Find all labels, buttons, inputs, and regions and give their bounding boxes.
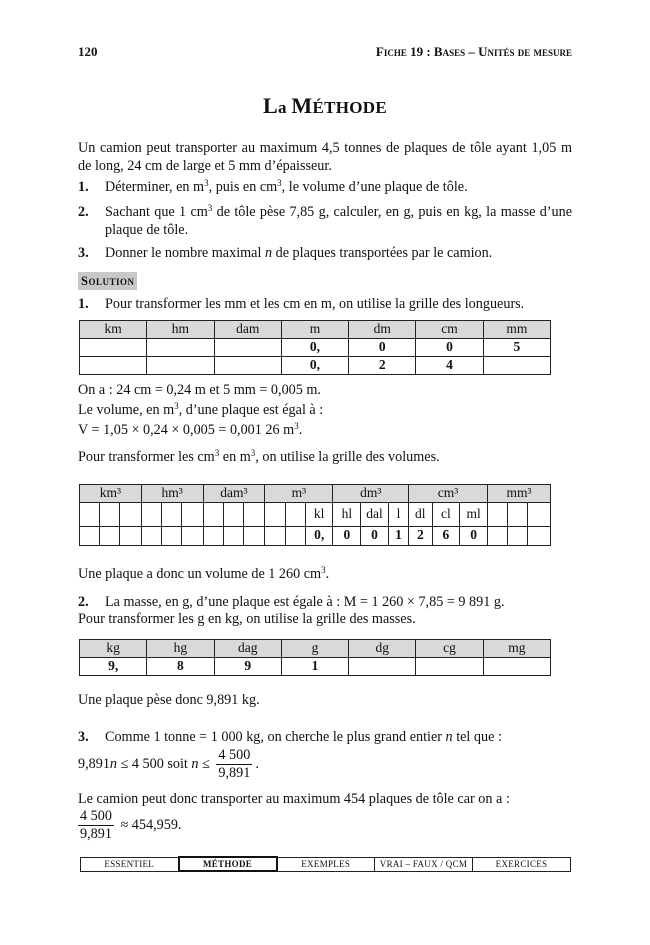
table-cell xyxy=(147,356,214,374)
table-cell: 1 xyxy=(388,526,408,545)
table-cell: 0, xyxy=(305,526,333,545)
table-cell xyxy=(349,657,416,675)
table-cell: 0, xyxy=(281,356,348,374)
table-header: km xyxy=(80,321,147,339)
fraction: $\frac{4 500}{9,891}$ xyxy=(218,747,251,781)
table-cell: 0 xyxy=(460,526,488,545)
table-cell: 8 xyxy=(147,657,214,675)
table-cell: 2 xyxy=(349,356,416,374)
table-header: cm xyxy=(416,321,483,339)
table-header: dag xyxy=(214,640,281,658)
table-header: mm³ xyxy=(487,485,550,503)
table-cell: 1 xyxy=(281,657,348,675)
table-subheader: ml xyxy=(460,502,488,526)
inequality: 9,891n ≤ 4 500 soit n ≤ $\frac{4 500}{9,891}$ . xyxy=(78,747,259,781)
table-header: km³ xyxy=(80,485,142,503)
table-header: m xyxy=(281,321,348,339)
table-cell: 0 xyxy=(349,338,416,356)
table-cell xyxy=(214,356,281,374)
table-header: dm xyxy=(349,321,416,339)
table-cell xyxy=(147,338,214,356)
solution-step-3: 3. Comme 1 tonne = 1 000 kg, on cherche le plus grand entier n tel que : xyxy=(78,729,502,745)
running-header: Fiche 19 : Bases – Unités de mesure xyxy=(375,44,572,59)
question-3: 3. Donner le nombre maximal n de plaques transportées par le camion. xyxy=(78,245,493,261)
solution-step-2: 2. La masse, en g, d’une plaque est égale à : M = 1 260 × 7,85 = 9 891 g. xyxy=(78,594,505,610)
table-header: dam xyxy=(214,321,281,339)
approximation: $\frac{4 500}{9,891}$ ≈ 454,959. xyxy=(80,808,182,842)
table-cell: 2 xyxy=(409,526,432,545)
table-header: hm³ xyxy=(141,485,203,503)
table-header: dg xyxy=(349,640,416,658)
table-header: hm xyxy=(147,321,214,339)
tab-essentiel[interactable]: ESSENTIEL xyxy=(81,857,179,871)
problem-statement: Un camion peut transporter au maximum 4,5 tonnes de plaques de tôle ayant 1,05 m de long, 24 cm de large et 5 mm d’épaisseur. xyxy=(78,140,572,174)
conversion-note: On a : 24 cm = 0,24 m et 5 mm = 0,005 m. xyxy=(78,382,321,398)
mass-grid-intro: Pour transformer les g en kg, on utilise la grille des masses. xyxy=(78,611,416,627)
table-cell: 9, xyxy=(80,657,147,675)
table-cell xyxy=(483,657,550,675)
table-header: dm³ xyxy=(333,485,409,503)
volume-intro: Le volume, en $m^3$, d’une plaque est égal à : xyxy=(78,401,324,418)
table-cell xyxy=(80,356,147,374)
table-cell xyxy=(416,657,483,675)
table-cell: 0 xyxy=(333,526,361,545)
tab-exercices[interactable]: EXERCICES xyxy=(473,857,571,871)
mass-conversion-table xyxy=(79,639,551,676)
table-cell: 5 xyxy=(483,338,550,356)
solution-label: Solution xyxy=(78,272,137,290)
table-cell xyxy=(483,356,550,374)
table-header: mg xyxy=(483,640,550,658)
table-cell: 4 xyxy=(416,356,483,374)
table-subheader: kl xyxy=(305,502,333,526)
page-number: 120 xyxy=(78,44,98,59)
conclusion: Le camion peut donc transporter au maximum 454 plaques de tôle car on a : xyxy=(78,791,510,807)
table-subheader: dl xyxy=(409,502,432,526)
volume-formula: V = 1,05 × 0,24 × 0,005 = 0,001 26 $m^3$. xyxy=(78,421,303,438)
table-cell: 0 xyxy=(361,526,389,545)
solution-step-1: 1. Pour transformer les mm et les cm en m, on utilise la grille des longueurs. xyxy=(78,296,525,312)
table-header: mm xyxy=(483,321,550,339)
section-tabs xyxy=(80,856,571,872)
table-header: kg xyxy=(80,640,147,658)
volume-grid-intro: Pour transformer les $cm^3$ en $m^3$, on utilise la grille des volumes. xyxy=(78,448,440,465)
table-cell xyxy=(214,338,281,356)
tab-methode[interactable]: MÉTHODE xyxy=(179,857,277,871)
table-cell: 6 xyxy=(432,526,460,545)
tab-vrai-faux-qcm[interactable]: VRAI – FAUX / QCM xyxy=(375,857,473,871)
fraction: $\frac{4 500}{9,891}$ xyxy=(80,808,112,842)
table-subheader: cl xyxy=(432,502,460,526)
table-header: dam³ xyxy=(203,485,265,503)
table-subheader: dal xyxy=(361,502,389,526)
table-cell: 9 xyxy=(214,657,281,675)
length-conversion-table xyxy=(79,320,551,375)
table-cell xyxy=(80,338,147,356)
question-1: 1. Déterminer, en $m^3$, puis en $cm^3$, le volume d’une plaque de tôle. xyxy=(78,178,468,195)
table-subheader: hl xyxy=(333,502,361,526)
tab-exemples[interactable]: EXEMPLES xyxy=(277,857,375,871)
table-header: g xyxy=(281,640,348,658)
table-subheader: l xyxy=(388,502,408,526)
table-cell: 0 xyxy=(416,338,483,356)
question-2: 2. Sachant que 1 $cm^3$ de tôle pèse 7,85 g, calculer, en g, puis en kg, la masse d’une plaque de tôle. xyxy=(78,203,573,238)
table-header: m³ xyxy=(265,485,333,503)
page-title: La MÉTHODE xyxy=(263,93,387,118)
volume-conversion-table xyxy=(79,484,551,546)
table-header: cm³ xyxy=(409,485,488,503)
table-cell: 0, xyxy=(281,338,348,356)
volume-result: Une plaque a donc un volume de 1 260 $cm^3$. xyxy=(78,565,330,582)
mass-result: Une plaque pèse donc 9,891 kg. xyxy=(78,692,260,708)
table-header: hg xyxy=(147,640,214,658)
table-header: cg xyxy=(416,640,483,658)
